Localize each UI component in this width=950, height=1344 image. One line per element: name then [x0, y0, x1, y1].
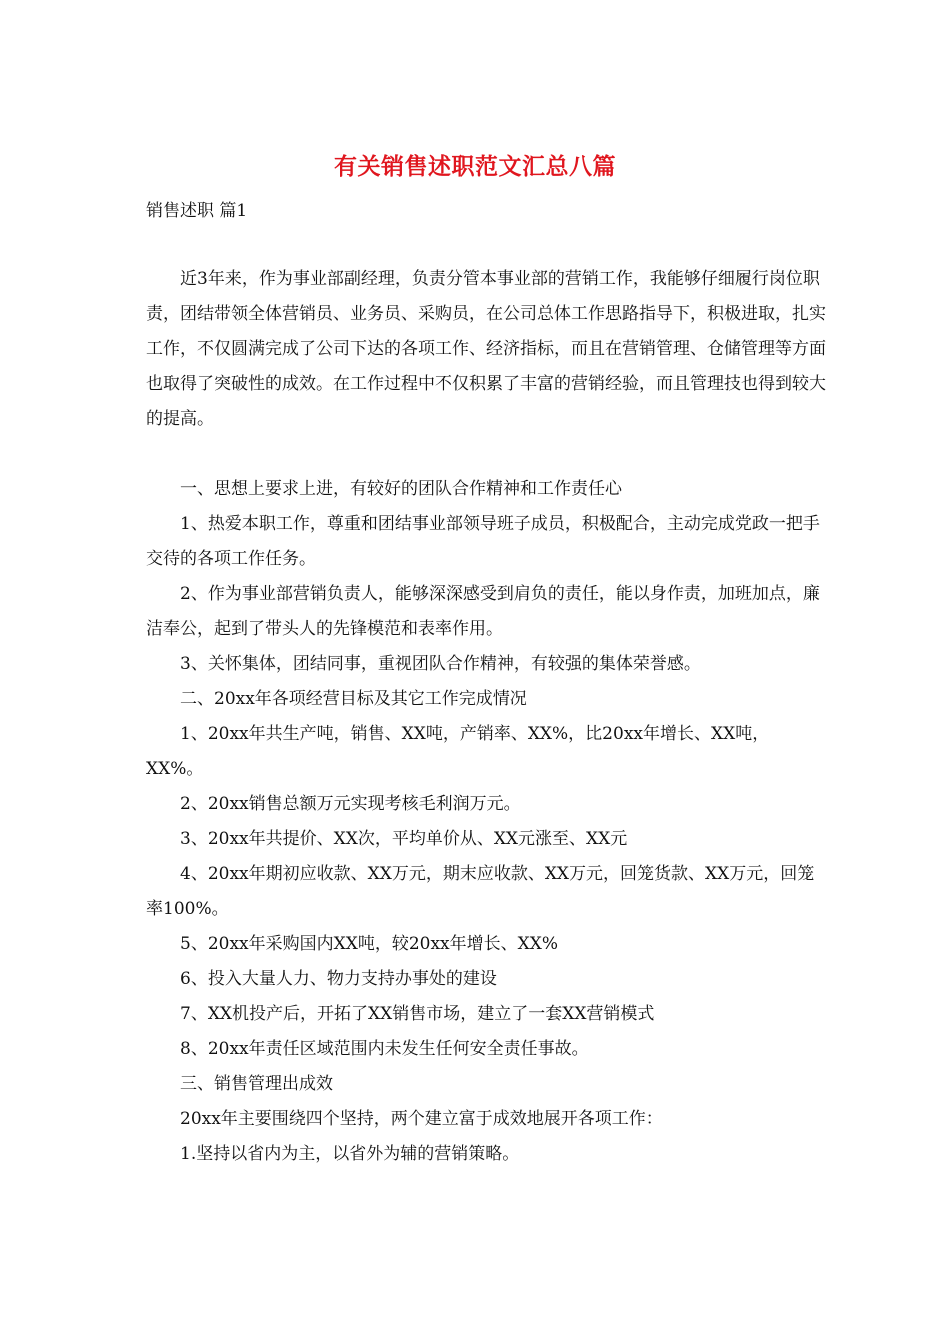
list-item: 6、投入大量人力、物力支持办事处的建设	[180, 969, 497, 989]
document-title: 有关销售述职范文汇总八篇	[334, 153, 616, 180]
list-item: 3、20xx年共提价、XX次，平均单价从、XX元涨至、XX元	[180, 829, 628, 849]
list-item: 7、XX机投产后，开拓了XX销售市场，建立了一套XX营销模式	[180, 1004, 655, 1024]
list-item: 2、作为事业部营销负责人，能够深深感受到肩负的责任，能以身作责，加班加点，廉洁奉公，起到了带头人的先锋模范和表率作用。	[146, 584, 820, 639]
list-item: 8、20xx年责任区域范围内未发生任何安全责任事故。	[180, 1039, 589, 1059]
body-paragraph: 20xx年主要围绕四个坚持，两个建立富于成效地展开各项工作：	[180, 1109, 663, 1129]
heading-one: 一、思想上要求上进，有较好的团队合作精神和工作责任心	[180, 479, 622, 499]
section-heading: 销售述职 篇1	[146, 201, 248, 221]
list-item: 1、20xx年共生产吨，销售、XX吨，产销率、XX%，比20xx年增长、XX吨，XX%。	[146, 724, 770, 779]
list-item: 3、关怀集体，团结同事，重视团队合作精神，有较强的集体荣誉感。	[180, 654, 701, 674]
list-item: 4、20xx年期初应收款、XX万元，期末应收款、XX万元，回笼货款、XX万元，回笼率100%。	[146, 864, 815, 919]
list-item: 1、热爱本职工作，尊重和团结事业部领导班子成员，积极配合，主动完成党政一把手交待的各项工作任务。	[146, 514, 820, 569]
heading-two: 二、20xx年各项经营目标及其它工作完成情况	[180, 689, 527, 709]
intro-paragraph: 近3年来，作为事业部副经理，负责分管本事业部的营销工作，我能够仔细履行岗位职责，团结带领全体营销员、业务员、采购员，在公司总体工作思路指导下，积极进取，扎实工作，不仅圆满完成了公司下达的各项工作、经济指标，而且在营销管理、仓储管理等方面也取得了突破性的成效。在工作过程中不仅积累了丰富的营销经验，而且管理技也得到较大的提高。	[146, 269, 826, 429]
list-item: 2、20xx销售总额万元实现考核毛利润万元。	[180, 794, 521, 814]
heading-three: 三、销售管理出成效	[180, 1074, 333, 1094]
paragraph-spacer	[146, 437, 826, 472]
list-item: 5、20xx年采购国内XX吨，较20xx年增长、XX%	[180, 934, 558, 954]
document-body	[146, 262, 826, 1172]
list-item: 1.坚持以省内为主，以省外为辅的营销策略。	[180, 1144, 520, 1164]
